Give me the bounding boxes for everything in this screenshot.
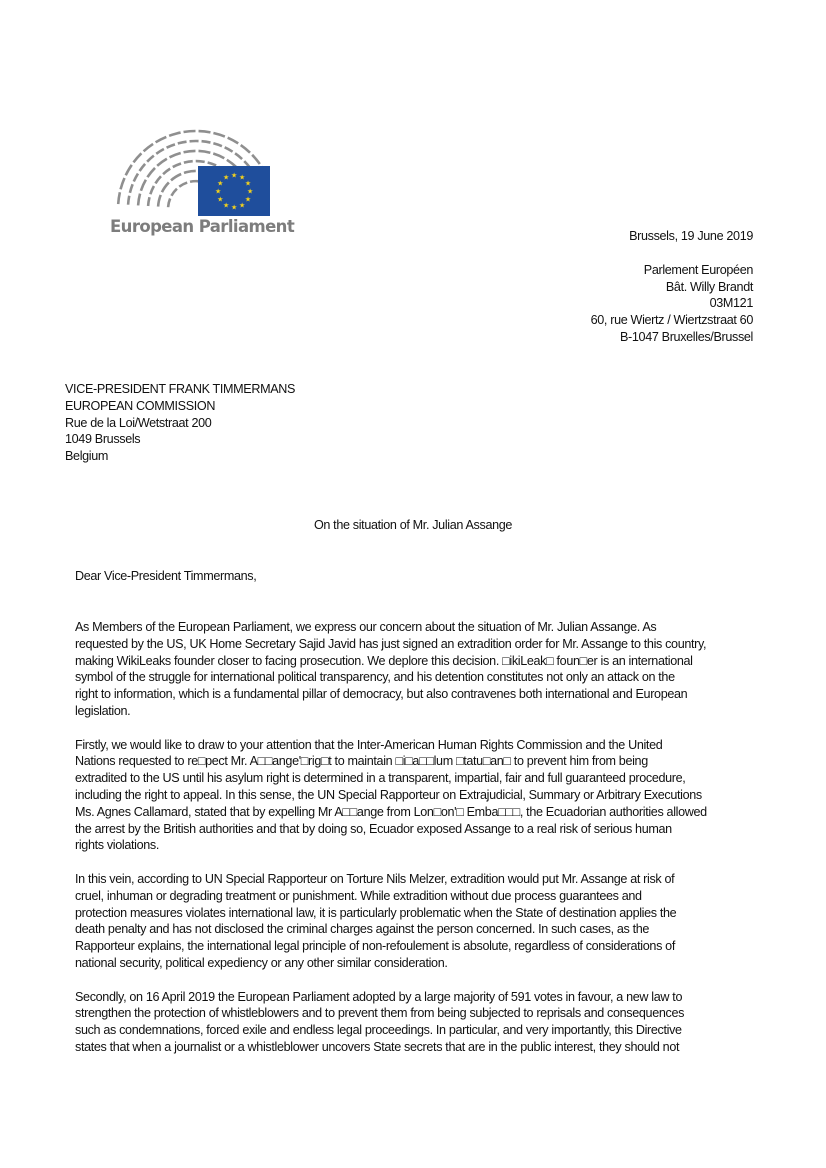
body-line: extradited to the US until his asylum right is determined in a transparent, impartial, fair and full guaranteed procedure, bbox=[75, 771, 686, 786]
letter-subject: On the situation of Mr. Julian Assange bbox=[313, 518, 513, 532]
body-line: making WikiLeaks founder closer to facing prosecution. We deplore this decision. □ikiLeak□ foun□er is an international bbox=[75, 653, 693, 668]
body-line: requested by the US, UK Home Secretary Sajid Javid has just signed an extradition order for Mr. Assange to this country, bbox=[75, 636, 707, 651]
body-line: protection measures violates international law, it is particularly problematic when the State of destination applies the bbox=[75, 905, 677, 920]
body-paragraph bbox=[75, 871, 765, 972]
eu-star-icon: ★ bbox=[231, 204, 237, 212]
letter-date: Brussels, 19 June 2019 bbox=[629, 229, 753, 243]
body-paragraph bbox=[75, 989, 765, 1056]
sender-address-line: Parlement Européen bbox=[643, 262, 753, 277]
body-line: including the right to appeal. In this sense, the UN Special Rapporteur on Extrajudicial, Summary or Arbitrary Executions bbox=[75, 787, 702, 802]
eu-star-icon: ★ bbox=[223, 174, 229, 182]
recipient-line: Belgium bbox=[65, 449, 109, 464]
eu-star-icon: ★ bbox=[217, 196, 224, 204]
recipient-line: VICE-PRESIDENT FRANK TIMMERMANS bbox=[65, 382, 296, 396]
body-line: such as condemnations, forced exile and endless legal proceedings. In particular, and very importantly, this Directive bbox=[75, 1023, 682, 1038]
recipient-line: Rue de la Loi/Wetstraat 200 bbox=[65, 415, 212, 430]
sender-address-line: 60, rue Wiertz / Wiertzstraat 60 bbox=[590, 313, 753, 328]
logo-wordmark: European Parliament bbox=[110, 217, 295, 236]
body-line: As Members of the European Parliament, we express our concern about the situation of Mr. Julian Assange. As bbox=[75, 620, 657, 634]
body-line: states that when a journalist or a whistleblower uncovers State secrets that are in the public interest, they should not bbox=[75, 1039, 680, 1054]
eu-star-icon: ★ bbox=[239, 202, 245, 210]
body-line: the arrest by the British authorities and that by doing so, Ecuador exposed Assange to a real risk of serious human bbox=[75, 821, 672, 836]
eu-star-icon: ★ bbox=[244, 196, 251, 204]
letter-body bbox=[75, 619, 765, 1073]
body-paragraph bbox=[75, 619, 765, 720]
sender-block bbox=[591, 228, 753, 346]
eu-star-icon: ★ bbox=[223, 202, 229, 210]
eu-star-icon: ★ bbox=[217, 180, 224, 188]
body-line: cruel, inhuman or degrading treatment or punishment. While extradition without due process guarantees and bbox=[75, 888, 642, 903]
body-line: strengthen the protection of whistleblowers and to prevent them from being subjected to reprisals and consequences bbox=[75, 1006, 685, 1021]
body-line: symbol of the struggle for international political transparency, and his detention constitutes not only an attack on the bbox=[75, 670, 675, 685]
eu-star-icon: ★ bbox=[239, 174, 245, 182]
body-line: legislation. bbox=[75, 703, 131, 718]
body-paragraph bbox=[75, 737, 765, 855]
body-line: death penalty and has not disclosed the criminal charges against the person concerned. In such cases, as the bbox=[75, 922, 650, 937]
recipient-line: 1049 Brussels bbox=[65, 432, 141, 447]
body-line: Ms. Agnes Callamard, stated that by expelling Mr A□□ange from Lon□on'□ Emba□□□, the Ecuadorian authorities allowed bbox=[75, 804, 707, 819]
eu-star-icon: ★ bbox=[244, 180, 251, 188]
body-line: In this vein, according to UN Special Rapporteur on Torture Nils Melzer, extradition would put Mr. Assange at risk of bbox=[75, 871, 675, 886]
eu-star-icon: ★ bbox=[231, 172, 237, 180]
body-line: right to information, which is a fundamental pillar of democracy, but also contravenes both international and European bbox=[75, 687, 688, 702]
salutation: Dear Vice-President Timmermans, bbox=[75, 569, 257, 583]
body-line: Rapporteur explains, the international legal principle of non-refoulement is absolute, regardless of considerations of bbox=[75, 939, 675, 954]
sender-address-line: B-1047 Bruxelles/Brussel bbox=[620, 329, 753, 344]
sender-address-line: Bât. Willy Brandt bbox=[665, 279, 753, 294]
body-line: Secondly, on 16 April 2019 the European Parliament adopted by a large majority of 591 votes in favour, a new law to bbox=[75, 989, 683, 1004]
recipient-block bbox=[65, 381, 295, 465]
body-line: Nations requested to re□pect Mr. A□□ange'□rig□t to maintain □i□a□□lum □tatu□an□ to prevent him from being bbox=[75, 754, 648, 769]
body-line: Firstly, we would like to draw to your attention that the Inter-American Human Rights Commission and the United bbox=[75, 737, 663, 752]
body-line: rights violations. bbox=[75, 838, 159, 853]
body-line: national security, political expediency or any other similar consideration. bbox=[75, 955, 448, 970]
hemicycle-flag-emblem bbox=[106, 127, 276, 219]
sender-address-line: 03M121 bbox=[709, 296, 753, 311]
european-parliament-logo bbox=[106, 127, 295, 245]
eu-star-icon: ★ bbox=[215, 188, 221, 196]
eu-star-icon: ★ bbox=[247, 188, 253, 196]
recipient-line: EUROPEAN COMMISSION bbox=[65, 398, 216, 413]
